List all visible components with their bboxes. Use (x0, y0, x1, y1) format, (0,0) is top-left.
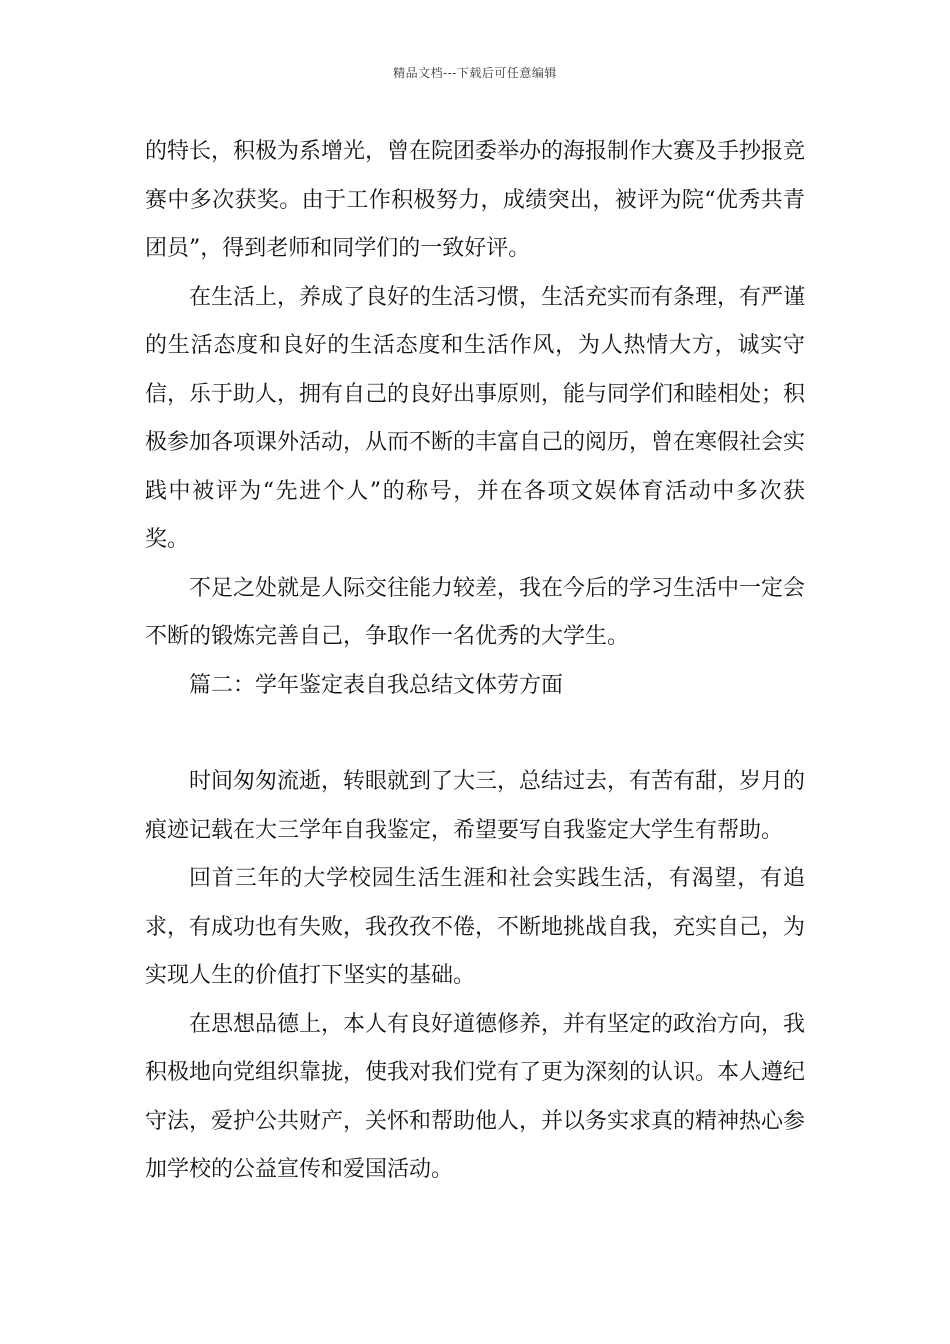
section-heading: 篇二：学年鉴定表自我总结文体劳方面 (189, 672, 564, 698)
paragraph-review: 回首三年的大学校园生活生涯和社会实践生活，有渴望，有追求，有成功也有失败，我孜孜不倦，不断地挑战自我，充实自己，为实现人生的价值打下坚实的基础。 (145, 866, 806, 988)
paragraph-morality: 在思想品德上，本人有良好道德修养，并有坚定的政治方向，我积极地向党组织靠拢，使我对我们党有了更为深刻的认识。本人遵纪守法，爱护公共财产，关怀和帮助他人，并以务实求真的精神热心参加学校的公益宣传和爱国活动。 (145, 1011, 806, 1182)
paragraph-continuation: 的特长，积极为系增光，曾在院团委举办的海报制作大赛及手抄报竞赛中多次获奖。由于工作积极努力，成绩突出，被评为院“优秀共青团员”，得到老师和同学们的一致好评。 (145, 139, 806, 261)
document-body (145, 128, 805, 1195)
blank-line (145, 710, 805, 758)
paragraph-shortcomings: 不足之处就是人际交往能力较差，我在今后的学习生活中一定会不断的锻炼完善自己，争取作一名优秀的大学生。 (145, 575, 806, 649)
paragraph-life: 在生活上，养成了良好的生活习惯，生活充实而有条理，有严谨的生活态度和良好的生活态度和生活作风，为人热情大方，诚实守信，乐于助人，拥有自己的良好出事原则，能与同学们和睦相处；积极参加各项课外活动，从而不断的丰富自己的阅历，曾在寒假社会实践中被评为“先进个人”的称号，并在各项文娱体育活动中多次获奖。 (145, 284, 806, 552)
page-header: 精品文档---下载后可任意编辑 (393, 66, 557, 80)
paragraph-time: 时间匆匆流逝，转眼就到了大三，总结过去，有苦有甜，岁月的痕迹记载在大三学年自我鉴定，希望要写自我鉴定大学生有帮助。 (145, 769, 806, 843)
